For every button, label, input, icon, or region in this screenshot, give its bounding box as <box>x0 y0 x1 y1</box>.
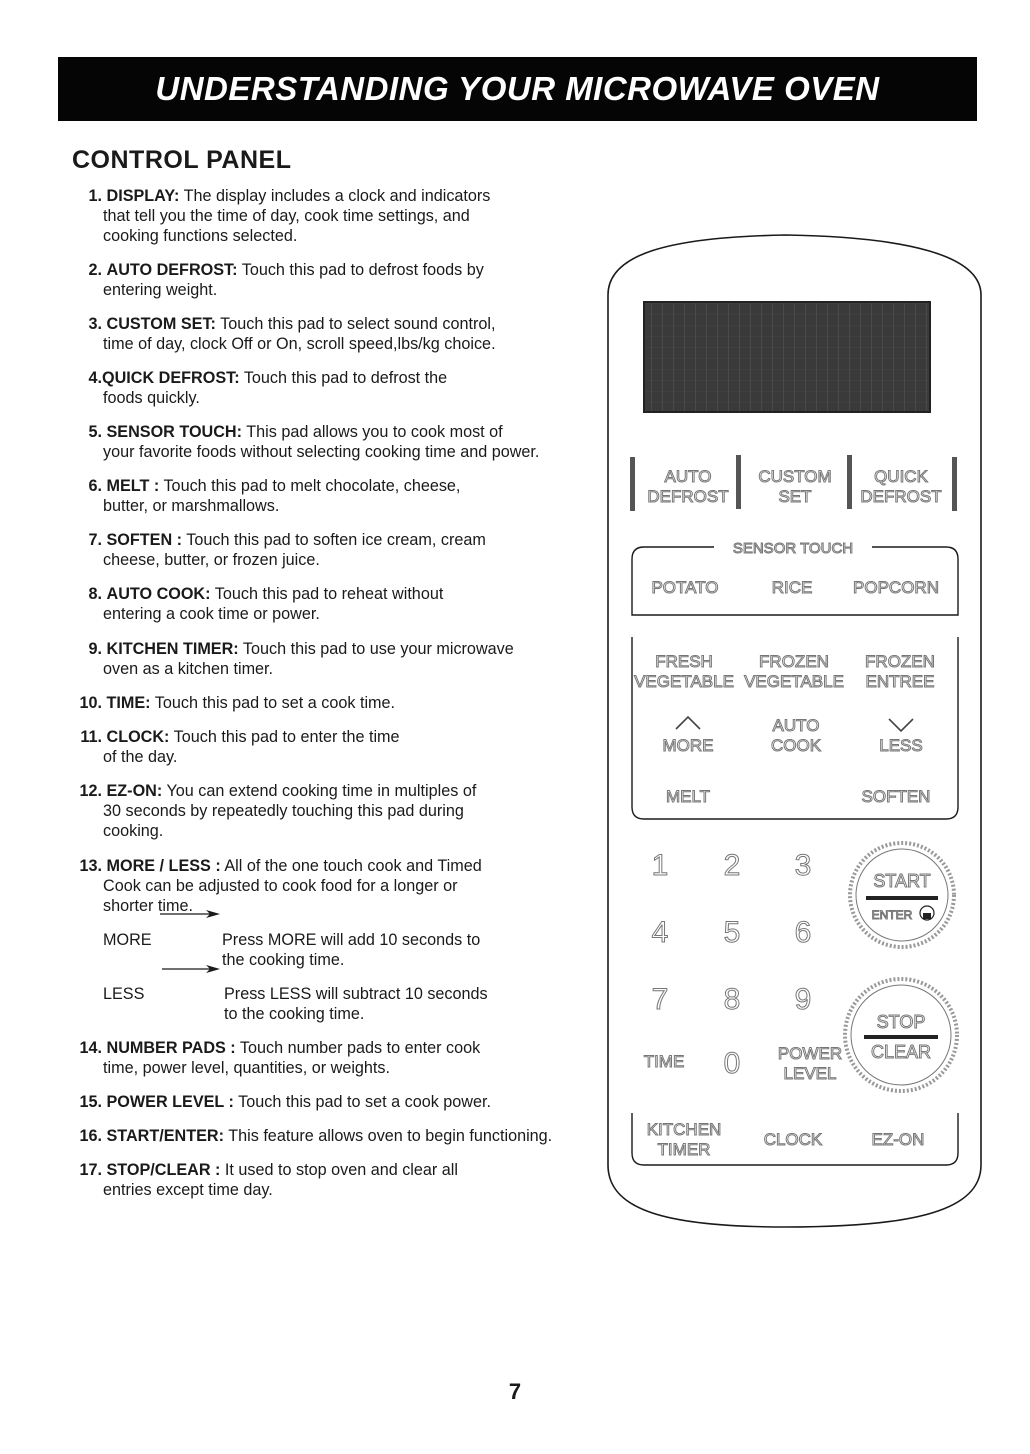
digit-8-pad[interactable]: 8 <box>723 983 741 1016</box>
list-item-sensor-touch: 5. SENSOR TOUCH: This pad allows you to cook most of your favorite foods without selecting cooking time and power. <box>88 423 540 461</box>
divider-bar <box>952 457 957 511</box>
list-item-power-level: 15. POWER LEVEL : Touch this pad to set a cook power. <box>79 1093 491 1111</box>
potato-pad[interactable]: POTATO <box>651 578 719 597</box>
divider-bar <box>847 455 852 509</box>
section-title: CONTROL PANEL <box>72 146 292 174</box>
less-pad-label: LESS <box>879 736 923 755</box>
sensor-touch-title: SENSOR TOUCH <box>732 540 854 557</box>
list-item-quick-defrost: 4.QUICK DEFROST: Touch this pad to defrost the foods quickly. <box>88 369 448 407</box>
digit-1-pad[interactable]: 1 <box>651 849 669 882</box>
clock-pad[interactable]: CLOCK <box>763 1130 823 1149</box>
less-description: Press LESS will subtract 10 seconds to the cooking time. <box>224 985 488 1023</box>
list-item-clock: 11. CLOCK: Touch this pad to enter the time of the day. <box>80 728 400 766</box>
power-level-line2: LEVEL <box>783 1064 837 1083</box>
digit-9-pad[interactable]: 9 <box>794 983 812 1016</box>
rice-pad[interactable]: RICE <box>771 578 813 597</box>
custom-set-line1: CUSTOM <box>758 467 832 486</box>
more-pad-label: MORE <box>662 736 714 755</box>
ez-on-pad[interactable]: EZ-ON <box>871 1130 925 1149</box>
custom-set-line2: SET <box>778 487 812 506</box>
digit-0-pad[interactable]: 0 <box>723 1047 741 1080</box>
page-header-title: UNDERSTANDING YOUR MICROWAVE OVEN <box>155 70 880 107</box>
frozen-entree-line2: ENTREE <box>865 672 935 691</box>
list-item-time: 10. TIME: Touch this pad to set a cook time. <box>79 694 396 712</box>
list-item-auto-cook: 8. AUTO COOK: Touch this pad to reheat without entering a cook time or power. <box>88 585 444 623</box>
list-item-kitchen-timer: 9. KITCHEN TIMER: Touch this pad to use your microwave oven as a kitchen timer. <box>88 640 514 678</box>
power-level-line1: POWER <box>777 1044 843 1063</box>
frozen-vegetable-line2: VEGETABLE <box>744 672 844 691</box>
stop-label: STOP <box>876 1012 926 1032</box>
list-item-number-pads: 14. NUMBER PADS : Touch number pads to enter cook time, power level, quantities, or weights. <box>79 1039 481 1077</box>
digit-3-pad[interactable]: 3 <box>794 849 812 882</box>
less-label: LESS <box>103 985 145 1003</box>
start-label: START <box>873 871 931 891</box>
kitchen-timer-line2: TIMER <box>657 1140 711 1159</box>
divider-bar <box>630 457 635 511</box>
digit-4-pad[interactable]: 4 <box>651 916 669 949</box>
page-number: 7 <box>508 1379 522 1404</box>
digit-6-pad[interactable]: 6 <box>794 916 812 949</box>
fresh-vegetable-line1: FRESH <box>655 652 713 671</box>
power-level-pad[interactable] <box>778 1044 842 1083</box>
kitchen-timer-line1: KITCHEN <box>646 1120 722 1139</box>
quick-defrost-line2: DEFROST <box>860 487 942 506</box>
frozen-entree-line1: FROZEN <box>865 652 935 671</box>
more-less-arrows <box>158 908 222 978</box>
frozen-entree-pad[interactable] <box>865 652 935 691</box>
list-item-start-enter: 16. START/ENTER: This feature allows oven to begin functioning. <box>79 1127 553 1145</box>
digit-5-pad[interactable]: 5 <box>723 916 741 949</box>
control-panel-diagram <box>596 215 996 1255</box>
list-item-ez-on: 12. EZ-ON: You can extend cooking time in multiples of 30 seconds by repeatedly touching this pad during cooking. <box>79 782 477 840</box>
list-item-auto-defrost: 2. AUTO DEFROST: Touch this pad to defrost foods by entering weight. <box>88 261 484 299</box>
list-item-melt: 6. MELT : Touch this pad to melt chocolate, cheese, butter, or marshmallows. <box>88 477 461 515</box>
fresh-vegetable-line2: VEGETABLE <box>634 672 734 691</box>
stop-clear-button[interactable] <box>845 979 957 1091</box>
divider-bar <box>736 455 741 509</box>
start-button-face <box>856 849 948 941</box>
display-screen <box>644 302 930 412</box>
start-enter-button[interactable] <box>850 843 954 947</box>
melt-pad[interactable]: MELT <box>665 787 711 806</box>
auto-defrost-line1: AUTO <box>664 467 712 486</box>
auto-cook-line1: AUTO <box>772 716 820 735</box>
list-item-custom-set: 3. CUSTOM SET: Touch this pad to select sound control, time of day, clock Off or On, scroll speed,lbs/kg choice. <box>88 315 496 353</box>
auto-cook-line2: COOK <box>770 736 822 755</box>
arrow-right-icon <box>162 965 220 973</box>
frozen-vegetable-pad[interactable] <box>744 652 844 691</box>
more-label: MORE <box>103 931 152 949</box>
kitchen-timer-pad[interactable] <box>647 1120 722 1159</box>
list-item-stop-clear: 17. STOP/CLEAR : It used to stop oven and clear all entries except time day. <box>79 1161 458 1199</box>
start-divider <box>866 896 938 900</box>
frozen-vegetable-line1: FROZEN <box>759 652 829 671</box>
list-item-soften: 7. SOFTEN : Touch this pad to soften ice cream, cream cheese, butter, or frozen juice. <box>88 531 486 569</box>
stop-divider <box>864 1035 938 1039</box>
clear-label: CLEAR <box>870 1042 932 1062</box>
auto-defrost-line2: DEFROST <box>647 487 729 506</box>
enter-label: ENTER <box>871 908 913 922</box>
digit-7-pad[interactable]: 7 <box>651 983 669 1016</box>
arrow-right-icon <box>160 910 220 918</box>
quick-defrost-line1: QUICK <box>874 467 928 486</box>
auto-cook-pad[interactable] <box>771 716 822 755</box>
lock-icon <box>920 906 934 920</box>
popcorn-pad[interactable]: POPCORN <box>853 578 939 597</box>
more-description: Press MORE will add 10 seconds to the cooking time. <box>222 931 481 969</box>
soften-pad[interactable]: SOFTEN <box>861 787 931 806</box>
digit-2-pad[interactable]: 2 <box>723 849 741 882</box>
list-item-display: 1. DISPLAY: The display includes a clock and indicators that tell you the time of day, cook time settings, and cooking functions selected. <box>88 187 491 245</box>
time-pad[interactable]: TIME <box>643 1052 685 1071</box>
list-item-more-less: 13. MORE / LESS : All of the one touch cook and Timed Cook can be adjusted to cook food for a longer or shorter time. <box>79 857 482 915</box>
